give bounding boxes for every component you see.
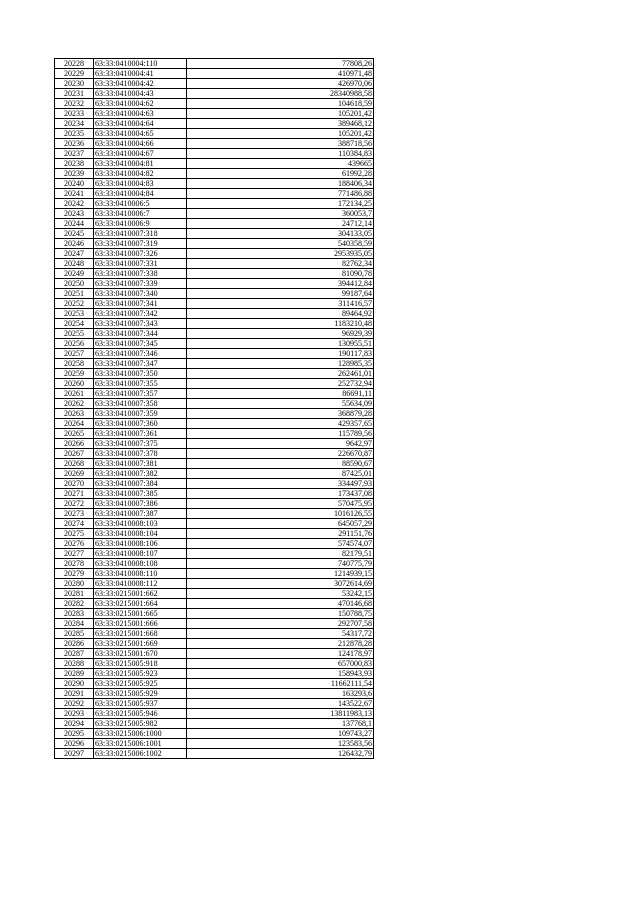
- value-cell: 771486,88: [187, 189, 374, 199]
- cadastral-number-cell: 63:33:0410007:384: [94, 479, 187, 489]
- value-cell: 158943,93: [187, 669, 374, 679]
- row-number-cell: 20274: [55, 519, 94, 529]
- table-row: [55, 319, 374, 329]
- value-cell: 188406,34: [187, 179, 374, 189]
- value-cell: 126432,79: [187, 749, 374, 759]
- cadastral-number-cell: 63:33:0410007:341: [94, 299, 187, 309]
- table-row: [55, 349, 374, 359]
- row-number-cell: 20251: [55, 289, 94, 299]
- table-row: [55, 409, 374, 419]
- cadastral-number-cell: 63:33:0410004:82: [94, 169, 187, 179]
- cadastral-number-cell: 63:33:0410007:343: [94, 319, 187, 329]
- row-number-cell: 20233: [55, 109, 94, 119]
- cadastral-number-cell: 63:33:0410006:5: [94, 199, 187, 209]
- cadastral-number-cell: 63:33:0410008:103: [94, 519, 187, 529]
- cadastral-number-cell: 63:33:0215001:662: [94, 589, 187, 599]
- table-body: [55, 59, 374, 759]
- value-cell: 104618,59: [187, 99, 374, 109]
- value-cell: 410971,48: [187, 69, 374, 79]
- row-number-cell: 20244: [55, 219, 94, 229]
- row-number-cell: 20285: [55, 629, 94, 639]
- table-row: [55, 619, 374, 629]
- cadastral-number-cell: 63:33:0410007:319: [94, 239, 187, 249]
- value-cell: 429357,65: [187, 419, 374, 429]
- cadastral-number-cell: 63:33:0410006:7: [94, 209, 187, 219]
- value-cell: 24712,14: [187, 219, 374, 229]
- value-cell: 28340988,58: [187, 89, 374, 99]
- cadastral-number-cell: 63:33:0410004:110: [94, 59, 187, 69]
- table-row: [55, 419, 374, 429]
- table-row: [55, 499, 374, 509]
- table-row: [55, 549, 374, 559]
- table-row: [55, 199, 374, 209]
- row-number-cell: 20239: [55, 169, 94, 179]
- cadastral-number-cell: 63:33:0410007:381: [94, 459, 187, 469]
- table-row: [55, 149, 374, 159]
- value-cell: 212878,28: [187, 639, 374, 649]
- row-number-cell: 20254: [55, 319, 94, 329]
- value-cell: 570475,95: [187, 499, 374, 509]
- table-row: [55, 299, 374, 309]
- table-row: [55, 159, 374, 169]
- value-cell: 1183210,48: [187, 319, 374, 329]
- value-cell: 190117,83: [187, 349, 374, 359]
- table-row: [55, 689, 374, 699]
- row-number-cell: 20293: [55, 709, 94, 719]
- cadastral-number-cell: 63:33:0410007:386: [94, 499, 187, 509]
- cadastral-number-cell: 63:33:0215005:925: [94, 679, 187, 689]
- table-row: [55, 529, 374, 539]
- row-number-cell: 20273: [55, 509, 94, 519]
- value-cell: 54317,72: [187, 629, 374, 639]
- cadastral-number-cell: 63:33:0410008:106: [94, 539, 187, 549]
- table-row: [55, 729, 374, 739]
- table-row: [55, 579, 374, 589]
- row-number-cell: 20271: [55, 489, 94, 499]
- cadastral-number-cell: 63:33:0410004:67: [94, 149, 187, 159]
- row-number-cell: 20258: [55, 359, 94, 369]
- row-number-cell: 20249: [55, 269, 94, 279]
- value-cell: 1016126,55: [187, 509, 374, 519]
- table-row: [55, 109, 374, 119]
- row-number-cell: 20288: [55, 659, 94, 669]
- table-row: [55, 269, 374, 279]
- row-number-cell: 20286: [55, 639, 94, 649]
- value-cell: 360053,7: [187, 209, 374, 219]
- cadastral-number-cell: 63:33:0215001:666: [94, 619, 187, 629]
- row-number-cell: 20266: [55, 439, 94, 449]
- cadastral-number-cell: 63:33:0410004:66: [94, 139, 187, 149]
- cadastral-number-cell: 63:33:0410004:42: [94, 79, 187, 89]
- row-number-cell: 20237: [55, 149, 94, 159]
- value-cell: 540358,59: [187, 239, 374, 249]
- row-number-cell: 20281: [55, 589, 94, 599]
- row-number-cell: 20230: [55, 79, 94, 89]
- value-cell: 3072614,69: [187, 579, 374, 589]
- cadastral-number-cell: 63:33:0410007:338: [94, 269, 187, 279]
- table-row: [55, 209, 374, 219]
- cadastral-number-cell: 63:33:0410007:358: [94, 399, 187, 409]
- table-row: [55, 439, 374, 449]
- row-number-cell: 20264: [55, 419, 94, 429]
- table-row: [55, 69, 374, 79]
- table-row: [55, 279, 374, 289]
- value-cell: 89464,92: [187, 309, 374, 319]
- cadastral-number-cell: 63:33:0215005:918: [94, 659, 187, 669]
- table-row: [55, 259, 374, 269]
- table-row: [55, 99, 374, 109]
- row-number-cell: 20248: [55, 259, 94, 269]
- table-row: [55, 519, 374, 529]
- value-cell: 334497,93: [187, 479, 374, 489]
- cadastral-number-cell: 63:33:0410004:41: [94, 69, 187, 79]
- table-row: [55, 289, 374, 299]
- row-number-cell: 20263: [55, 409, 94, 419]
- row-number-cell: 20231: [55, 89, 94, 99]
- row-number-cell: 20234: [55, 119, 94, 129]
- value-cell: 81090,78: [187, 269, 374, 279]
- row-number-cell: 20241: [55, 189, 94, 199]
- cadastral-number-cell: 63:33:0410007:342: [94, 309, 187, 319]
- value-cell: 53242,15: [187, 589, 374, 599]
- value-cell: 137768,1: [187, 719, 374, 729]
- row-number-cell: 20265: [55, 429, 94, 439]
- row-number-cell: 20292: [55, 699, 94, 709]
- cadastral-number-cell: 63:33:0410007:387: [94, 509, 187, 519]
- value-cell: 88590,67: [187, 459, 374, 469]
- table-row: [55, 539, 374, 549]
- cadastral-number-cell: 63:33:0410007:339: [94, 279, 187, 289]
- value-cell: 252732,94: [187, 379, 374, 389]
- table-row: [55, 739, 374, 749]
- row-number-cell: 20262: [55, 399, 94, 409]
- table-row: [55, 749, 374, 759]
- row-number-cell: 20277: [55, 549, 94, 559]
- table-row: [55, 709, 374, 719]
- table-row: [55, 659, 374, 669]
- table-row: [55, 219, 374, 229]
- row-number-cell: 20283: [55, 609, 94, 619]
- table-row: [55, 89, 374, 99]
- row-number-cell: 20245: [55, 229, 94, 239]
- cadastral-number-cell: 63:33:0215006:1002: [94, 749, 187, 759]
- cadastral-number-cell: 63:33:0215005:929: [94, 689, 187, 699]
- cadastral-number-cell: 63:33:0215001:670: [94, 649, 187, 659]
- row-number-cell: 20253: [55, 309, 94, 319]
- table-row: [55, 229, 374, 239]
- row-number-cell: 20243: [55, 209, 94, 219]
- cadastral-number-cell: 63:33:0410004:83: [94, 179, 187, 189]
- table-row: [55, 599, 374, 609]
- table-row: [55, 679, 374, 689]
- cadastral-number-cell: 63:33:0410006:9: [94, 219, 187, 229]
- table-row: [55, 489, 374, 499]
- table-row: [55, 719, 374, 729]
- row-number-cell: 20256: [55, 339, 94, 349]
- cadastral-number-cell: 63:33:0215005:946: [94, 709, 187, 719]
- table-row: [55, 79, 374, 89]
- cadastral-number-cell: 63:33:0410007:331: [94, 259, 187, 269]
- table-row: [55, 189, 374, 199]
- cadastral-number-cell: 63:33:0410004:64: [94, 119, 187, 129]
- table-row: [55, 59, 374, 69]
- cadastral-number-cell: 63:33:0215001:664: [94, 599, 187, 609]
- value-cell: 645057,29: [187, 519, 374, 529]
- cadastral-number-cell: 63:33:0410007:350: [94, 369, 187, 379]
- value-cell: 311416,57: [187, 299, 374, 309]
- table-row: [55, 169, 374, 179]
- row-number-cell: 20280: [55, 579, 94, 589]
- row-number-cell: 20252: [55, 299, 94, 309]
- row-number-cell: 20247: [55, 249, 94, 259]
- value-cell: 143522,67: [187, 699, 374, 709]
- value-cell: 96929,39: [187, 329, 374, 339]
- value-cell: 115789,56: [187, 429, 374, 439]
- table-row: [55, 359, 374, 369]
- row-number-cell: 20229: [55, 69, 94, 79]
- value-cell: 1214939,15: [187, 569, 374, 579]
- row-number-cell: 20261: [55, 389, 94, 399]
- row-number-cell: 20290: [55, 679, 94, 689]
- row-number-cell: 20284: [55, 619, 94, 629]
- cadastral-number-cell: 63:33:0410004:84: [94, 189, 187, 199]
- table-row: [55, 429, 374, 439]
- value-cell: 9642,97: [187, 439, 374, 449]
- row-number-cell: 20238: [55, 159, 94, 169]
- cadastral-number-cell: 63:33:0410008:112: [94, 579, 187, 589]
- cadastral-number-cell: 63:33:0410007:318: [94, 229, 187, 239]
- cadastral-number-cell: 63:33:0410004:65: [94, 129, 187, 139]
- cadastral-number-cell: 63:33:0410007:385: [94, 489, 187, 499]
- table-row: [55, 669, 374, 679]
- row-number-cell: 20295: [55, 729, 94, 739]
- row-number-cell: 20272: [55, 499, 94, 509]
- row-number-cell: 20276: [55, 539, 94, 549]
- row-number-cell: 20246: [55, 239, 94, 249]
- value-cell: 128985,35: [187, 359, 374, 369]
- cadastral-number-cell: 63:33:0410008:104: [94, 529, 187, 539]
- row-number-cell: 20259: [55, 369, 94, 379]
- cadastral-number-cell: 63:33:0410007:357: [94, 389, 187, 399]
- cadastral-number-cell: 63:33:0410007:345: [94, 339, 187, 349]
- value-cell: 105201,42: [187, 109, 374, 119]
- cadastral-number-cell: 63:33:0410007:355: [94, 379, 187, 389]
- cadastral-number-cell: 63:33:0410007:344: [94, 329, 187, 339]
- row-number-cell: 20278: [55, 559, 94, 569]
- row-number-cell: 20297: [55, 749, 94, 759]
- cadastral-number-cell: 63:33:0215006:1001: [94, 739, 187, 749]
- cadastral-number-cell: 63:33:0410007:347: [94, 359, 187, 369]
- cadastral-number-cell: 63:33:0410007:360: [94, 419, 187, 429]
- value-cell: 388718,56: [187, 139, 374, 149]
- table-row: [55, 129, 374, 139]
- row-number-cell: 20282: [55, 599, 94, 609]
- cadastral-number-cell: 63:33:0410004:43: [94, 89, 187, 99]
- table-row: [55, 479, 374, 489]
- cadastral-number-cell: 63:33:0215006:1000: [94, 729, 187, 739]
- table-row: [55, 649, 374, 659]
- cadastral-number-cell: 63:33:0215005:982: [94, 719, 187, 729]
- row-number-cell: 20260: [55, 379, 94, 389]
- value-cell: 105201,42: [187, 129, 374, 139]
- table-row: [55, 309, 374, 319]
- value-cell: 368879,28: [187, 409, 374, 419]
- table-row: [55, 239, 374, 249]
- table-row: [55, 369, 374, 379]
- row-number-cell: 20279: [55, 569, 94, 579]
- row-number-cell: 20242: [55, 199, 94, 209]
- cadastral-number-cell: 63:33:0410008:108: [94, 559, 187, 569]
- cadastral-number-cell: 63:33:0215005:937: [94, 699, 187, 709]
- table-row: [55, 139, 374, 149]
- cadastral-number-cell: 63:33:0215001:669: [94, 639, 187, 649]
- cadastral-number-cell: 63:33:0410007:375: [94, 439, 187, 449]
- row-number-cell: 20235: [55, 129, 94, 139]
- table-row: [55, 399, 374, 409]
- cadastral-number-cell: 63:33:0410007:378: [94, 449, 187, 459]
- table-row: [55, 389, 374, 399]
- row-number-cell: 20268: [55, 459, 94, 469]
- cadastral-number-cell: 63:33:0215001:668: [94, 629, 187, 639]
- table-row: [55, 609, 374, 619]
- cadastral-number-cell: 63:33:0410007:326: [94, 249, 187, 259]
- value-cell: 163293,6: [187, 689, 374, 699]
- row-number-cell: 20291: [55, 689, 94, 699]
- value-cell: 389468,12: [187, 119, 374, 129]
- value-cell: 2953935,05: [187, 249, 374, 259]
- row-number-cell: 20236: [55, 139, 94, 149]
- table-row: [55, 179, 374, 189]
- table-row: [55, 249, 374, 259]
- value-cell: 304133,05: [187, 229, 374, 239]
- cadastral-number-cell: 63:33:0410007:340: [94, 289, 187, 299]
- cadastral-value-table: [54, 58, 374, 759]
- value-cell: 87425,01: [187, 469, 374, 479]
- row-number-cell: 20255: [55, 329, 94, 339]
- row-number-cell: 20232: [55, 99, 94, 109]
- cadastral-number-cell: 63:33:0410008:110: [94, 569, 187, 579]
- value-cell: 99187,64: [187, 289, 374, 299]
- table-row: [55, 449, 374, 459]
- table-row: [55, 379, 374, 389]
- value-cell: 109743,27: [187, 729, 374, 739]
- value-cell: 394412,84: [187, 279, 374, 289]
- value-cell: 226670,87: [187, 449, 374, 459]
- value-cell: 657000,83: [187, 659, 374, 669]
- value-cell: 426970,06: [187, 79, 374, 89]
- cadastral-number-cell: 63:33:0410004:81: [94, 159, 187, 169]
- cadastral-number-cell: 63:33:0410007:359: [94, 409, 187, 419]
- row-number-cell: 20240: [55, 179, 94, 189]
- table-row: [55, 589, 374, 599]
- table-row: [55, 339, 374, 349]
- row-number-cell: 20287: [55, 649, 94, 659]
- value-cell: 82762,34: [187, 259, 374, 269]
- table-row: [55, 639, 374, 649]
- row-number-cell: 20250: [55, 279, 94, 289]
- value-cell: 173437,08: [187, 489, 374, 499]
- value-cell: 291151,76: [187, 529, 374, 539]
- row-number-cell: 20296: [55, 739, 94, 749]
- row-number-cell: 20270: [55, 479, 94, 489]
- value-cell: 82179,51: [187, 549, 374, 559]
- value-cell: 77808,26: [187, 59, 374, 69]
- table-row: [55, 629, 374, 639]
- value-cell: 262461,01: [187, 369, 374, 379]
- table-row: [55, 329, 374, 339]
- cadastral-number-cell: 63:33:0410007:361: [94, 429, 187, 439]
- cadastral-number-cell: 63:33:0215005:923: [94, 669, 187, 679]
- row-number-cell: 20294: [55, 719, 94, 729]
- row-number-cell: 20267: [55, 449, 94, 459]
- value-cell: 110384,83: [187, 149, 374, 159]
- value-cell: 11662111,54: [187, 679, 374, 689]
- value-cell: 439665: [187, 159, 374, 169]
- cadastral-number-cell: 63:33:0410004:62: [94, 99, 187, 109]
- cadastral-number-cell: 63:33:0410007:346: [94, 349, 187, 359]
- value-cell: 470146,68: [187, 599, 374, 609]
- value-cell: 130955,51: [187, 339, 374, 349]
- row-number-cell: 20289: [55, 669, 94, 679]
- table-row: [55, 699, 374, 709]
- value-cell: 150788,75: [187, 609, 374, 619]
- value-cell: 124178,97: [187, 649, 374, 659]
- value-cell: 574574,07: [187, 539, 374, 549]
- value-cell: 13811983,13: [187, 709, 374, 719]
- table-row: [55, 119, 374, 129]
- value-cell: 740775,79: [187, 559, 374, 569]
- cadastral-number-cell: 63:33:0410004:63: [94, 109, 187, 119]
- table-row: [55, 569, 374, 579]
- value-cell: 172134,25: [187, 199, 374, 209]
- value-cell: 292707,58: [187, 619, 374, 629]
- row-number-cell: 20228: [55, 59, 94, 69]
- cadastral-number-cell: 63:33:0410007:382: [94, 469, 187, 479]
- value-cell: 86691,11: [187, 389, 374, 399]
- table-row: [55, 559, 374, 569]
- table-row: [55, 509, 374, 519]
- cadastral-number-cell: 63:33:0215001:665: [94, 609, 187, 619]
- value-cell: 123583,56: [187, 739, 374, 749]
- table-row: [55, 459, 374, 469]
- row-number-cell: 20269: [55, 469, 94, 479]
- row-number-cell: 20275: [55, 529, 94, 539]
- cadastral-number-cell: 63:33:0410008:107: [94, 549, 187, 559]
- table-row: [55, 469, 374, 479]
- value-cell: 55634,09: [187, 399, 374, 409]
- value-cell: 61992,28: [187, 169, 374, 179]
- row-number-cell: 20257: [55, 349, 94, 359]
